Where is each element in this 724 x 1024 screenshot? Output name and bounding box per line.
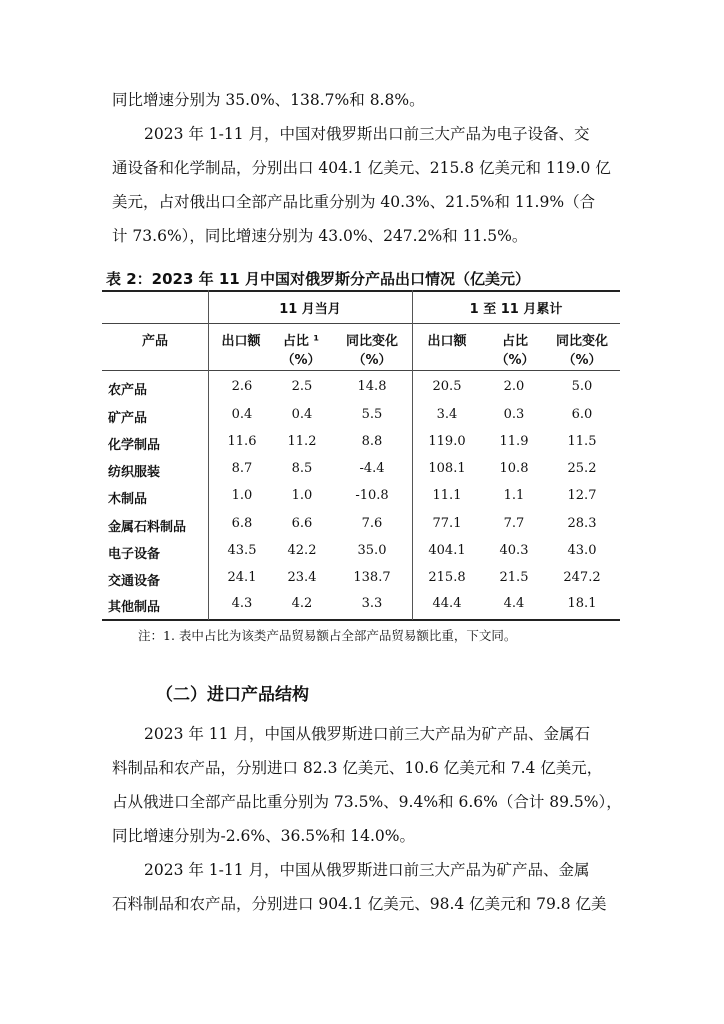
table-row: [102, 379, 620, 401]
table-row: [102, 407, 620, 429]
column-header: 占比 （%）: [495, 334, 535, 368]
cell-value: 43.5: [227, 543, 257, 558]
row-label: 矿产品: [108, 411, 148, 426]
column-header: 同比变化 （%）: [345, 334, 398, 368]
cell-value: 11.5: [567, 434, 597, 449]
cell-value: 4.2: [291, 596, 313, 611]
cell-value: 404.1: [428, 543, 466, 558]
cell-value: 77.1: [432, 516, 462, 531]
table-row: [102, 461, 620, 483]
cell-value: 6.0: [571, 407, 593, 422]
cell-value: 20.5: [432, 379, 462, 394]
cell-value: 11.1: [432, 488, 462, 503]
paragraph-line: 2023 年 11 月，中国从俄罗斯进口前三大产品为矿产品、金属石: [144, 725, 590, 743]
cell-value: 4.4: [503, 596, 525, 611]
cell-value: 138.7: [353, 570, 391, 585]
row-label: 农产品: [108, 383, 148, 398]
cell-value: 3.4: [436, 407, 458, 422]
cell-value: -4.4: [359, 461, 385, 476]
cell-value: 3.3: [361, 596, 383, 611]
cell-value: 0.3: [503, 407, 525, 422]
table-top-rule: [102, 290, 620, 292]
column-header: 出口额: [427, 334, 467, 349]
row-label: 电子设备: [108, 547, 161, 562]
row-label: 其他制品: [108, 600, 161, 615]
table-row: [102, 488, 620, 510]
table-row: [102, 596, 620, 618]
cell-value: 18.1: [567, 596, 597, 611]
table-note: 注：1. 表中占比为该类产品贸易额占全部产品贸易额比重，下文同。: [138, 628, 517, 643]
cell-value: 8.8: [361, 434, 383, 449]
paragraph-line: 2023 年 1-11 月，中国从俄罗斯进口前三大产品为矿产品、金属: [144, 861, 590, 879]
cell-value: 44.4: [432, 596, 462, 611]
paragraph-line: 同比增速分别为 35.0%、138.7%和 8.8%。: [112, 91, 425, 109]
cell-value: 28.3: [567, 516, 597, 531]
cell-value: 1.1: [503, 488, 525, 503]
cell-value: 14.8: [357, 379, 387, 394]
cell-value: 11.2: [287, 434, 317, 449]
paragraph-line: 占从俄进口全部产品比重分别为 73.5%、9.4%和 6.6%（合计 89.5%），: [112, 793, 622, 811]
table-caption: 表 2：2023 年 11 月中国对俄罗斯分产品出口情况（亿美元）: [106, 270, 530, 288]
row-label: 交通设备: [108, 574, 161, 589]
cell-value: 23.4: [287, 570, 317, 585]
cell-value: 0.4: [291, 407, 313, 422]
table-row: [102, 434, 620, 456]
cell-value: 7.7: [503, 516, 525, 531]
paragraph-line: 通设备和化学制品，分别出口 404.1 亿美元、215.8 亿美元和 119.0 亿: [112, 159, 611, 177]
cell-value: 2.5: [291, 379, 313, 394]
cell-value: 8.5: [291, 461, 313, 476]
paragraph-line: 同比增速分别为-2.6%、36.5%和 14.0%。: [112, 827, 416, 845]
row-label: 木制品: [108, 492, 148, 507]
column-header: 出口额: [221, 334, 261, 349]
section-heading: （二）进口产品结构: [156, 685, 309, 705]
cell-value: -10.8: [355, 488, 389, 503]
cell-value: 40.3: [499, 543, 529, 558]
cell-value: 42.2: [287, 543, 317, 558]
group-header-monthly: 11 月当月: [279, 302, 341, 317]
cell-value: 119.0: [428, 434, 466, 449]
cell-value: 11.6: [227, 434, 257, 449]
cell-value: 25.2: [567, 461, 597, 476]
cell-value: 35.0: [357, 543, 387, 558]
cell-value: 43.0: [567, 543, 597, 558]
row-label: 金属石料制品: [108, 520, 187, 535]
table-bottom-rule: [102, 619, 620, 621]
cell-value: 11.9: [499, 434, 529, 449]
column-header: 占比 ¹ （%）: [281, 334, 321, 368]
export-table: [102, 290, 620, 620]
cell-value: 2.0: [503, 379, 525, 394]
paragraph-line: 美元，占对俄出口全部产品比重分别为 40.3%、21.5%和 11.9%（合: [112, 193, 596, 211]
cell-value: 8.7: [231, 461, 253, 476]
cell-value: 247.2: [563, 570, 601, 585]
table-row: [102, 570, 620, 592]
cell-value: 1.0: [231, 488, 253, 503]
paragraph-line: 计 73.6%），同比增速分别为 43.0%、247.2%和 11.5%。: [112, 227, 528, 245]
cell-value: 7.6: [361, 516, 383, 531]
group-header-cumulative: 1 至 11 月累计: [469, 302, 563, 317]
cell-value: 21.5: [499, 570, 529, 585]
cell-value: 24.1: [227, 570, 257, 585]
cell-value: 6.8: [231, 516, 253, 531]
paragraph-line: 2023 年 1-11 月，中国对俄罗斯出口前三大产品为电子设备、交: [144, 125, 590, 143]
row-label: 化学制品: [108, 438, 161, 453]
cell-value: 10.8: [499, 461, 529, 476]
column-header: 同比变化 （%）: [555, 334, 608, 368]
row-label: 纺织服装: [108, 465, 161, 480]
cell-value: 5.5: [361, 407, 383, 422]
table-row: [102, 516, 620, 538]
table-rule: [102, 370, 620, 371]
cell-value: 12.7: [567, 488, 597, 503]
cell-value: 108.1: [428, 461, 466, 476]
cell-value: 2.6: [231, 379, 253, 394]
table-row: [102, 543, 620, 565]
cell-value: 1.0: [291, 488, 313, 503]
column-header-product: 产品: [141, 334, 168, 349]
cell-value: 6.6: [291, 516, 313, 531]
table-rule: [102, 323, 620, 324]
cell-value: 5.0: [571, 379, 593, 394]
cell-value: 215.8: [428, 570, 466, 585]
cell-value: 4.3: [231, 596, 253, 611]
paragraph-line: 石料制品和农产品，分别进口 904.1 亿美元、98.4 亿美元和 79.8 亿美: [112, 895, 607, 913]
cell-value: 0.4: [231, 407, 253, 422]
paragraph-line: 料制品和农产品，分别进口 82.3 亿美元、10.6 亿美元和 7.4 亿美元，: [112, 759, 603, 777]
